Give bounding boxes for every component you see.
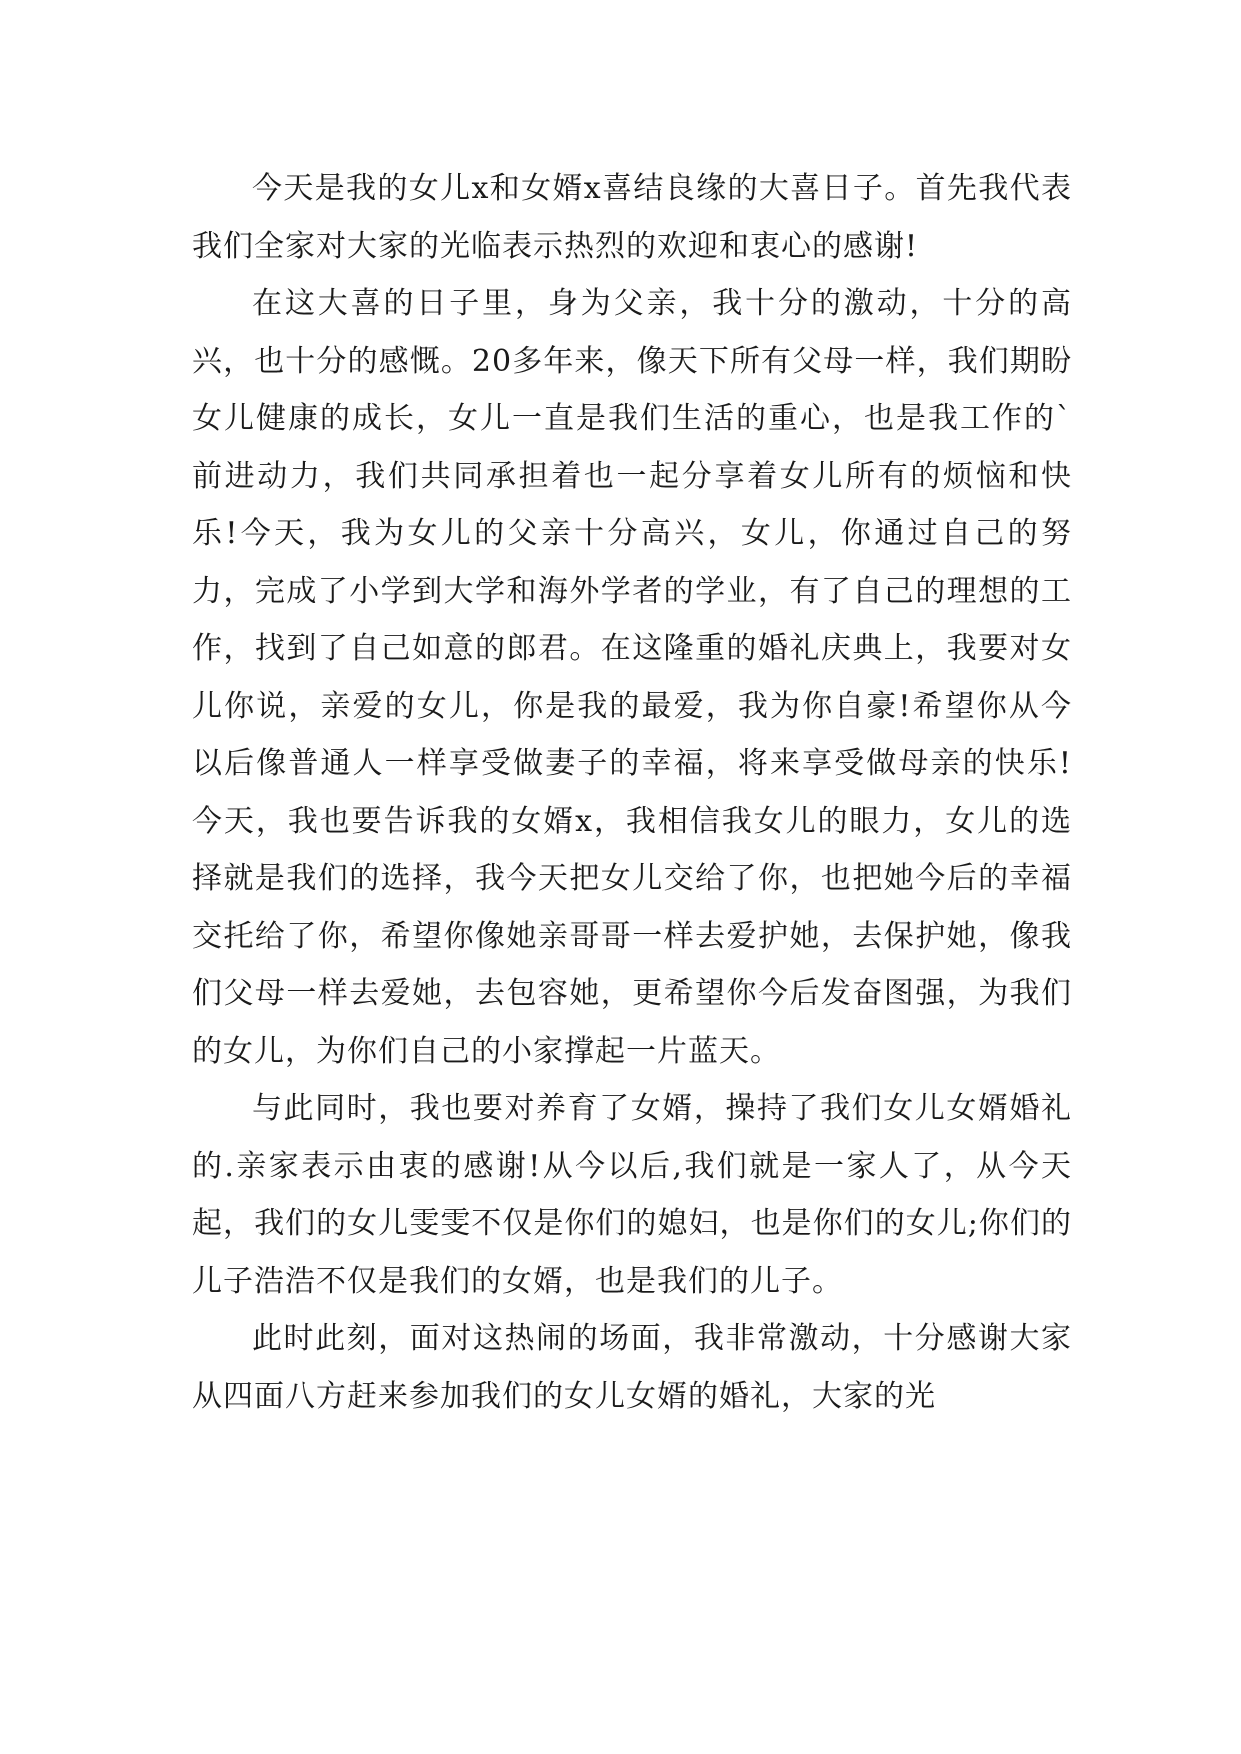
paragraph-2: 在这大喜的日子里，身为父亲，我十分的激动，十分的高兴，也十分的感慨。20多年来，像天下所有父母一样，我们期盼女儿健康的成长，女儿一直是我们生活的重心，也是我工作的`前进动力，我们共同承担着也一起分享着女儿所有的烦恼和快乐!今天，我为女儿的父亲十分高兴，女儿，你通过自己的努力，完成了小学到大学和海外学者的学业，有了自己的理想的工作，找到了自己如意的郎君。在这隆重的婚礼庆典上，我要对女儿你说，亲爱的女儿，你是我的最爱，我为你自豪!希望你从今以后像普通人一样享受做妻子的幸福，将来享受做母亲的快乐!今天，我也要告诉我的女婿x，我相信我女儿的眼力，女儿的选择就是我们的选择，我今天把女儿交给了你，也把她今后的幸福交托给了你，希望你像她亲哥哥一样去爱护她，去保护她，像我们父母一样去爱她，去包容她，更希望你今后发奋图强，为我们的女儿，为你们自己的小家撑起一片蓝天。	[192, 286, 1072, 1069]
paragraph-1: 今天是我的女儿x和女婿x喜结良缘的大喜日子。首先我代表我们全家对大家的光临表示热烈的欢迎和衷心的感谢!	[192, 171, 1072, 264]
paragraph-3: 与此同时，我也要对养育了女婿，操持了我们女儿女婿婚礼的.亲家表示由衷的感谢!从今以后,我们就是一家人了，从今天起，我们的女儿雯雯不仅是你们的媳妇，也是你们的女儿;你们的儿子浩浩不仅是我们的女婿，也是我们的儿子。	[192, 1091, 1072, 1299]
document-body	[192, 160, 1072, 1425]
paragraph-4: 此时此刻，面对这热闹的场面，我非常激动，十分感谢大家从四面八方赶来参加我们的女儿女婿的婚礼，大家的光	[192, 1321, 1072, 1414]
